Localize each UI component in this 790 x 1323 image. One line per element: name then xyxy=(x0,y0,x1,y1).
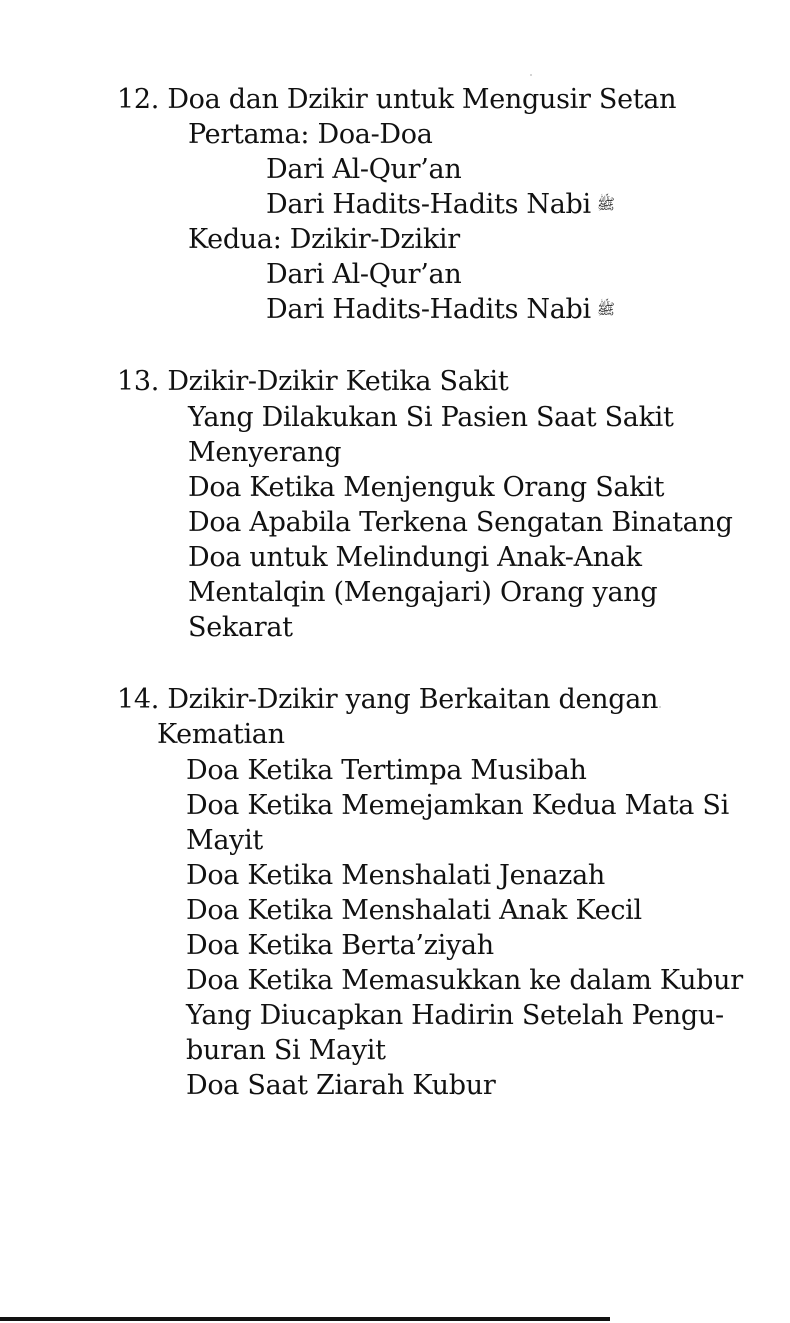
section-14-item-5: Doa Ketika Berta’ziyah xyxy=(186,930,494,961)
section-12-subsection-2-title: Kedua: Dzikir-Dzikir xyxy=(188,224,460,255)
section-14-heading-line-2: Kematian xyxy=(157,719,285,750)
section-12-sub1-item-1: Dari Al-Qur’an xyxy=(266,154,462,185)
section-12-heading: 12. Doa dan Dzikir untuk Mengusir Setan xyxy=(117,84,677,115)
section-14-item-7-line-1: Yang Diucapkan Hadirin Setelah Pengu- xyxy=(186,1000,724,1031)
section-12-subsection-1-title: Pertama: Doa-Doa xyxy=(188,119,433,150)
scan-speck xyxy=(530,74,532,76)
saw-honorific-icon: ﷺ xyxy=(596,194,615,213)
section-14-item-7-line-2: buran Si Mayit xyxy=(186,1035,386,1066)
section-14-item-6: Doa Ketika Memasukkan ke dalam Kubur xyxy=(186,965,743,996)
section-12-sub1-item-2-text: Dari Hadits-Hadits Nabi xyxy=(266,189,591,220)
saw-honorific-icon: ﷺ xyxy=(596,299,615,318)
page-bottom-rule xyxy=(0,1317,610,1321)
section-13-item-1-line-2: Menyerang xyxy=(188,437,342,468)
section-13-item-4: Doa untuk Melindungi Anak-Anak xyxy=(188,542,642,573)
section-14-item-2-line-1: Doa Ketika Memejamkan Kedua Mata Si xyxy=(186,790,729,821)
section-12-sub2-item-1: Dari Al-Qur’an xyxy=(266,259,462,290)
section-14-item-3: Doa Ketika Menshalati Jenazah xyxy=(186,860,605,891)
section-12-sub2-item-2-text: Dari Hadits-Hadits Nabi xyxy=(266,294,591,325)
section-14-item-4: Doa Ketika Menshalati Anak Kecil xyxy=(186,895,642,926)
section-13-item-2: Doa Ketika Menjenguk Orang Sakit xyxy=(188,472,665,503)
section-14-heading-line-1: 14. Dzikir-Dzikir yang Berkaitan dengan xyxy=(117,684,659,715)
section-13-item-1-line-1: Yang Dilakukan Si Pasien Saat Sakit xyxy=(188,402,674,433)
section-14-item-1: Doa Ketika Tertimpa Musibah xyxy=(186,755,587,786)
section-12-sub1-item-2 xyxy=(266,188,615,223)
section-14-item-2-line-2: Mayit xyxy=(186,825,263,856)
section-12-sub2-item-2 xyxy=(266,293,615,328)
section-13-item-5-line-1: Mentalqin (Mengajari) Orang yang xyxy=(188,577,658,608)
scan-speck xyxy=(659,706,661,708)
section-13-item-5-line-2: Sekarat xyxy=(188,612,293,643)
section-13-item-3: Doa Apabila Terkena Sengatan Binatang xyxy=(188,507,733,538)
section-13-heading: 13. Dzikir-Dzikir Ketika Sakit xyxy=(117,366,509,397)
section-14-item-8: Doa Saat Ziarah Kubur xyxy=(186,1070,496,1101)
